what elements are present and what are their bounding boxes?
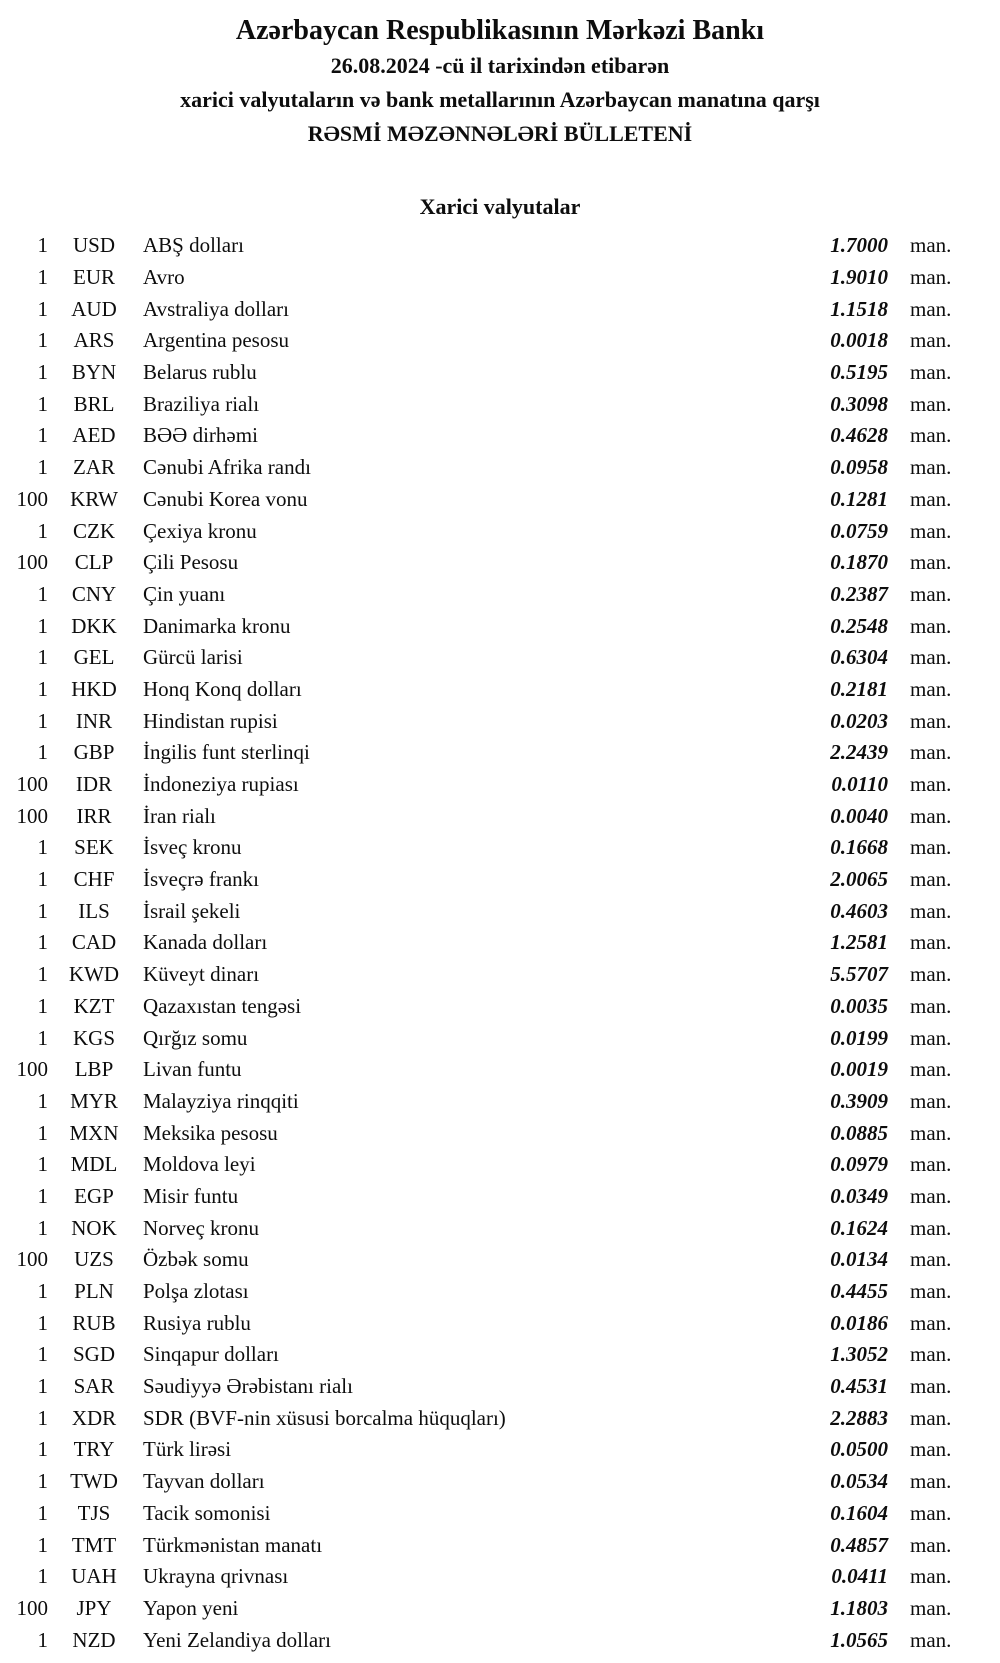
currency-code: TWD [70, 1469, 118, 1494]
rate-value: 0.0019 [830, 1057, 888, 1082]
currency-name: Ukrayna qrivnası [143, 1564, 289, 1589]
bulletin-title-line: RƏSMİ MƏZƏNNƏLƏRİ BÜLLETENİ [307, 121, 693, 146]
currency-code: IDR [75, 772, 113, 797]
unit-label: man. [910, 676, 952, 701]
rate-value: 0.0134 [830, 1247, 888, 1272]
currency-quantity: 1 [37, 1183, 48, 1208]
rate-value: 0.2181 [830, 676, 888, 701]
currency-code: MYR [70, 1088, 118, 1113]
rate-value: 0.0203 [830, 708, 888, 733]
currency-quantity: 1 [37, 1088, 48, 1113]
currency-code: GEL [73, 645, 115, 670]
rate-value: 1.3052 [830, 1342, 888, 1367]
currency-code: AED [72, 423, 116, 448]
section-title-foreign-currencies: Xarici valyutalar [419, 194, 581, 219]
unit-label: man. [910, 486, 952, 511]
rate-value: 1.9010 [830, 265, 888, 290]
rate-value: 0.4531 [830, 1374, 888, 1399]
currency-quantity: 1 [37, 645, 48, 670]
rate-value: 0.3098 [830, 391, 888, 416]
currency-quantity: 100 [16, 486, 48, 511]
unit-label: man. [910, 1120, 952, 1145]
currency-quantity: 1 [37, 1374, 48, 1399]
currency-code: TRY [73, 1437, 115, 1462]
rate-value: 0.0534 [830, 1469, 888, 1494]
rate-value: 2.0065 [830, 867, 888, 892]
currency-name: İndoneziya rupiası [143, 772, 299, 797]
unit-label: man. [910, 1437, 952, 1462]
currency-quantity: 1 [37, 328, 48, 353]
rate-value: 0.0035 [830, 993, 888, 1018]
rate-row [0, 325, 1000, 357]
currency-quantity: 1 [37, 740, 48, 765]
rate-value: 0.1604 [830, 1500, 888, 1525]
rate-row [0, 1307, 1000, 1339]
rate-value: 2.2883 [830, 1405, 888, 1430]
rate-row [0, 832, 1000, 864]
currency-name: Qazaxıstan tengəsi [143, 993, 302, 1018]
currency-quantity: 1 [37, 1310, 48, 1335]
rate-value: 0.3909 [830, 1088, 888, 1113]
document-header [0, 0, 1000, 151]
currency-quantity: 100 [16, 1247, 48, 1272]
currency-code: ILS [78, 898, 110, 923]
currency-name: BƏƏ dirhəmi [143, 423, 258, 448]
currency-quantity: 100 [16, 803, 48, 828]
unit-label: man. [910, 1152, 952, 1177]
currency-name: Argentina pesosu [143, 328, 290, 353]
currency-quantity: 1 [37, 898, 48, 923]
rate-value: 1.2581 [830, 930, 888, 955]
currency-quantity: 100 [16, 550, 48, 575]
currency-quantity: 1 [37, 1532, 48, 1557]
unit-label: man. [910, 1532, 952, 1557]
rate-value: 0.0186 [830, 1310, 888, 1335]
currency-name: İsveçrə frankı [143, 867, 260, 892]
unit-label: man. [910, 962, 952, 987]
unit-label: man. [910, 930, 952, 955]
currency-quantity: 1 [37, 1405, 48, 1430]
unit-label: man. [910, 740, 952, 765]
rate-row [0, 1466, 1000, 1498]
currency-name: Cənubi Afrika randı [143, 455, 311, 480]
currency-name: Danimarka kronu [143, 613, 291, 638]
currency-name: Avstraliya dolları [143, 296, 289, 321]
rate-row [0, 895, 1000, 927]
currency-quantity: 1 [37, 1627, 48, 1652]
currency-quantity: 1 [37, 296, 48, 321]
currency-code: NOK [71, 1215, 117, 1240]
currency-code: CLP [74, 550, 114, 575]
unit-label: man. [910, 1405, 952, 1430]
currency-code: AUD [71, 296, 117, 321]
currency-code: DKK [71, 613, 117, 638]
currency-name: İngilis funt sterlinqi [143, 740, 310, 765]
currency-name: Polşa zlotası [143, 1279, 249, 1304]
currency-name: Belarus rublu [143, 360, 257, 385]
unit-label: man. [910, 360, 952, 385]
rate-value: 0.0759 [830, 518, 888, 543]
currency-name: İsrail şekeli [143, 898, 241, 923]
currency-quantity: 1 [37, 1469, 48, 1494]
currency-name: Küveyt dinarı [143, 962, 260, 987]
rate-row [0, 1181, 1000, 1213]
currency-code: CNY [71, 581, 117, 606]
currency-quantity: 1 [37, 265, 48, 290]
unit-label: man. [910, 1310, 952, 1335]
currency-code: MDL [70, 1152, 118, 1177]
currency-code: LBP [74, 1057, 114, 1082]
currency-quantity: 100 [16, 1595, 48, 1620]
currency-code: SEK [74, 835, 114, 860]
rate-row [0, 1529, 1000, 1561]
rate-row [0, 230, 1000, 262]
currency-name: Tacik somonisi [143, 1500, 271, 1525]
currency-quantity: 100 [16, 772, 48, 797]
rate-row [0, 1402, 1000, 1434]
currency-code: XDR [71, 1405, 117, 1430]
currency-quantity: 1 [37, 1437, 48, 1462]
rate-row [0, 1212, 1000, 1244]
currency-quantity: 1 [37, 423, 48, 448]
currency-code: TMT [71, 1532, 117, 1557]
rate-row [0, 1086, 1000, 1118]
unit-label: man. [910, 613, 952, 638]
currency-name: Kanada dolları [143, 930, 268, 955]
rate-value: 0.6304 [830, 645, 888, 670]
currency-code: KZT [73, 993, 115, 1018]
unit-label: man. [910, 1057, 952, 1082]
rate-value: 0.0349 [830, 1183, 888, 1208]
currency-code: MXN [69, 1120, 119, 1145]
rate-value: 0.1870 [830, 550, 888, 575]
rate-value: 0.0110 [831, 772, 888, 797]
rate-row [0, 705, 1000, 737]
currency-quantity: 1 [37, 867, 48, 892]
currency-name: Çexiya kronu [143, 518, 257, 543]
rate-row [0, 959, 1000, 991]
rate-value: 1.0565 [830, 1627, 888, 1652]
unit-label: man. [910, 328, 952, 353]
rate-row [0, 1022, 1000, 1054]
rate-row [0, 1434, 1000, 1466]
currency-code: BRL [73, 391, 115, 416]
rate-row [0, 1276, 1000, 1308]
unit-label: man. [910, 1088, 952, 1113]
rate-value: 0.4455 [830, 1279, 888, 1304]
currency-code: KGS [72, 1025, 115, 1050]
currency-name: SDR (BVF-nin xüsusi borcalma hüquqları) [143, 1405, 506, 1430]
rate-row [0, 674, 1000, 706]
currency-code: UAH [71, 1564, 117, 1589]
rate-row [0, 357, 1000, 389]
rate-row [0, 1339, 1000, 1371]
currency-code: CZK [73, 518, 115, 543]
currency-code: HKD [71, 676, 117, 701]
currency-name: Meksika pesosu [143, 1120, 278, 1145]
currency-code: EUR [73, 265, 115, 290]
currency-code: KRW [70, 486, 118, 511]
unit-label: man. [910, 1025, 952, 1050]
unit-label: man. [910, 803, 952, 828]
currency-quantity: 1 [37, 391, 48, 416]
currency-name: İsveç kronu [143, 835, 242, 860]
unit-label: man. [910, 1627, 952, 1652]
currency-quantity: 1 [37, 1152, 48, 1177]
rate-value: 1.7000 [830, 233, 888, 258]
rate-row [0, 293, 1000, 325]
unit-label: man. [910, 993, 952, 1018]
unit-label: man. [910, 423, 952, 448]
currency-code: TJS [77, 1500, 111, 1525]
rate-row [0, 1117, 1000, 1149]
currency-code: GBP [73, 740, 115, 765]
currency-quantity: 1 [37, 1564, 48, 1589]
rate-row [0, 737, 1000, 769]
rate-row [0, 1054, 1000, 1086]
rate-value: 0.0958 [830, 455, 888, 480]
currency-name: ABŞ dolları [143, 233, 244, 258]
rate-value: 0.1281 [830, 486, 888, 511]
currency-name: Çin yuanı [143, 581, 226, 606]
currency-quantity: 1 [37, 613, 48, 638]
rate-row [0, 579, 1000, 611]
currency-quantity: 1 [37, 962, 48, 987]
rate-value: 0.0885 [830, 1120, 888, 1145]
currency-code: INR [75, 708, 113, 733]
unit-label: man. [910, 772, 952, 797]
rate-row [0, 864, 1000, 896]
rate-row [0, 515, 1000, 547]
rate-value: 0.0500 [830, 1437, 888, 1462]
rate-row [0, 1371, 1000, 1403]
unit-label: man. [910, 708, 952, 733]
rate-row [0, 452, 1000, 484]
currency-name: Qırğız somu [143, 1025, 248, 1050]
currency-code: BYN [71, 360, 117, 385]
unit-label: man. [910, 518, 952, 543]
unit-label: man. [910, 1469, 952, 1494]
rate-value: 0.2548 [830, 613, 888, 638]
currency-quantity: 1 [37, 835, 48, 860]
rate-value: 0.0411 [831, 1564, 888, 1589]
unit-label: man. [910, 1183, 952, 1208]
currency-quantity: 1 [37, 1279, 48, 1304]
currency-name: Sinqapur dolları [143, 1342, 279, 1367]
rate-value: 2.2439 [830, 740, 888, 765]
currency-name: Yeni Zelandiya dolları [143, 1627, 331, 1652]
currency-code: UZS [74, 1247, 114, 1272]
subtitle-line: xarici valyutaların və bank metallarının Azərbaycan manatına qarşı [180, 87, 820, 112]
currency-name: İran rialı [143, 803, 216, 828]
rate-value: 0.2387 [830, 581, 888, 606]
unit-label: man. [910, 1374, 952, 1399]
currency-name: Hindistan rupisi [143, 708, 278, 733]
unit-label: man. [910, 550, 952, 575]
currency-quantity: 1 [37, 1342, 48, 1367]
currency-quantity: 1 [37, 708, 48, 733]
currency-code: SGD [72, 1342, 115, 1367]
currency-quantity: 1 [37, 676, 48, 701]
unit-label: man. [910, 455, 952, 480]
currency-code: CAD [71, 930, 117, 955]
currency-code: PLN [74, 1279, 114, 1304]
rate-value: 0.1668 [830, 835, 888, 860]
currency-code: NZD [72, 1627, 116, 1652]
rate-row [0, 800, 1000, 832]
rate-value: 0.0199 [830, 1025, 888, 1050]
rate-row [0, 1244, 1000, 1276]
currency-quantity: 1 [37, 518, 48, 543]
bank-title: Azərbaycan Respublikasının Mərkəzi Bankı [235, 15, 765, 46]
currency-code: EGP [74, 1183, 114, 1208]
rate-value: 1.1518 [830, 296, 888, 321]
unit-label: man. [910, 265, 952, 290]
rate-value: 0.0018 [830, 328, 888, 353]
currency-name: Misir funtu [143, 1183, 239, 1208]
rate-row [0, 610, 1000, 642]
rate-row [0, 1593, 1000, 1625]
rate-value: 0.4603 [830, 898, 888, 923]
currency-quantity: 1 [37, 581, 48, 606]
rate-value: 5.5707 [830, 962, 888, 987]
currency-code: JPY [76, 1595, 112, 1620]
currency-name: Livan funtu [143, 1057, 242, 1082]
rate-value: 1.1803 [830, 1595, 888, 1620]
currency-quantity: 100 [16, 1057, 48, 1082]
currency-name: Türk lirəsi [143, 1437, 232, 1462]
currency-name: Honq Konq dolları [143, 676, 302, 701]
rate-row [0, 991, 1000, 1023]
unit-label: man. [910, 233, 952, 258]
currency-code: ZAR [73, 455, 115, 480]
rate-row [0, 547, 1000, 579]
rate-row [0, 642, 1000, 674]
unit-label: man. [910, 1342, 952, 1367]
rate-row [0, 1624, 1000, 1656]
currency-name: Cənubi Korea vonu [143, 486, 308, 511]
currency-code: CHF [73, 867, 115, 892]
rate-row [0, 420, 1000, 452]
currency-name: Rusiya rublu [143, 1310, 251, 1335]
unit-label: man. [910, 1279, 952, 1304]
rates-table [0, 230, 1000, 1656]
rate-value: 0.5195 [830, 360, 888, 385]
rate-value: 0.0979 [830, 1152, 888, 1177]
rate-row [0, 484, 1000, 516]
currency-code: SAR [73, 1374, 115, 1399]
rate-row [0, 927, 1000, 959]
unit-label: man. [910, 1247, 952, 1272]
currency-name: Avro [143, 265, 185, 290]
unit-label: man. [910, 867, 952, 892]
unit-label: man. [910, 1595, 952, 1620]
rate-row [0, 388, 1000, 420]
currency-code: USD [72, 233, 115, 258]
currency-name: Özbək somu [143, 1247, 249, 1272]
currency-quantity: 1 [37, 455, 48, 480]
currency-quantity: 1 [37, 233, 48, 258]
currency-code: IRR [76, 803, 112, 828]
unit-label: man. [910, 645, 952, 670]
unit-label: man. [910, 1500, 952, 1525]
currency-name: Türkmənistan manatı [143, 1532, 323, 1557]
currency-name: Səudiyyə Ərəbistanı rialı [143, 1374, 353, 1399]
currency-name: Yapon yeni [143, 1595, 239, 1620]
effective-date-line: 26.08.2024 -cü il tarixindən etibarən [330, 53, 670, 78]
unit-label: man. [910, 835, 952, 860]
currency-name: Malayziya rinqqiti [143, 1088, 299, 1113]
rate-row [0, 1561, 1000, 1593]
unit-label: man. [910, 1215, 952, 1240]
rate-row [0, 262, 1000, 294]
currency-quantity: 1 [37, 1215, 48, 1240]
currency-name: Tayvan dolları [143, 1469, 265, 1494]
currency-quantity: 1 [37, 1025, 48, 1050]
unit-label: man. [910, 391, 952, 416]
currency-name: Norveç kronu [143, 1215, 260, 1240]
unit-label: man. [910, 1564, 952, 1589]
rate-value: 0.1624 [830, 1215, 888, 1240]
currency-code: ARS [73, 328, 115, 353]
currency-code: KWD [68, 962, 120, 987]
currency-quantity: 1 [37, 360, 48, 385]
currency-quantity: 1 [37, 993, 48, 1018]
rate-row [0, 1498, 1000, 1530]
rate-row [0, 769, 1000, 801]
currency-quantity: 1 [37, 1120, 48, 1145]
currency-name: Braziliya rialı [143, 391, 260, 416]
unit-label: man. [910, 581, 952, 606]
rate-row [0, 1149, 1000, 1181]
currency-name: Moldova leyi [143, 1152, 256, 1177]
rate-value: 0.0040 [830, 803, 888, 828]
currency-code: RUB [72, 1310, 116, 1335]
currency-quantity: 1 [37, 930, 48, 955]
currency-name: Çili Pesosu [143, 550, 239, 575]
unit-label: man. [910, 296, 952, 321]
currency-quantity: 1 [37, 1500, 48, 1525]
currency-name: Gürcü larisi [143, 645, 243, 670]
rate-value: 0.4628 [830, 423, 888, 448]
rate-value: 0.4857 [830, 1532, 888, 1557]
unit-label: man. [910, 898, 952, 923]
